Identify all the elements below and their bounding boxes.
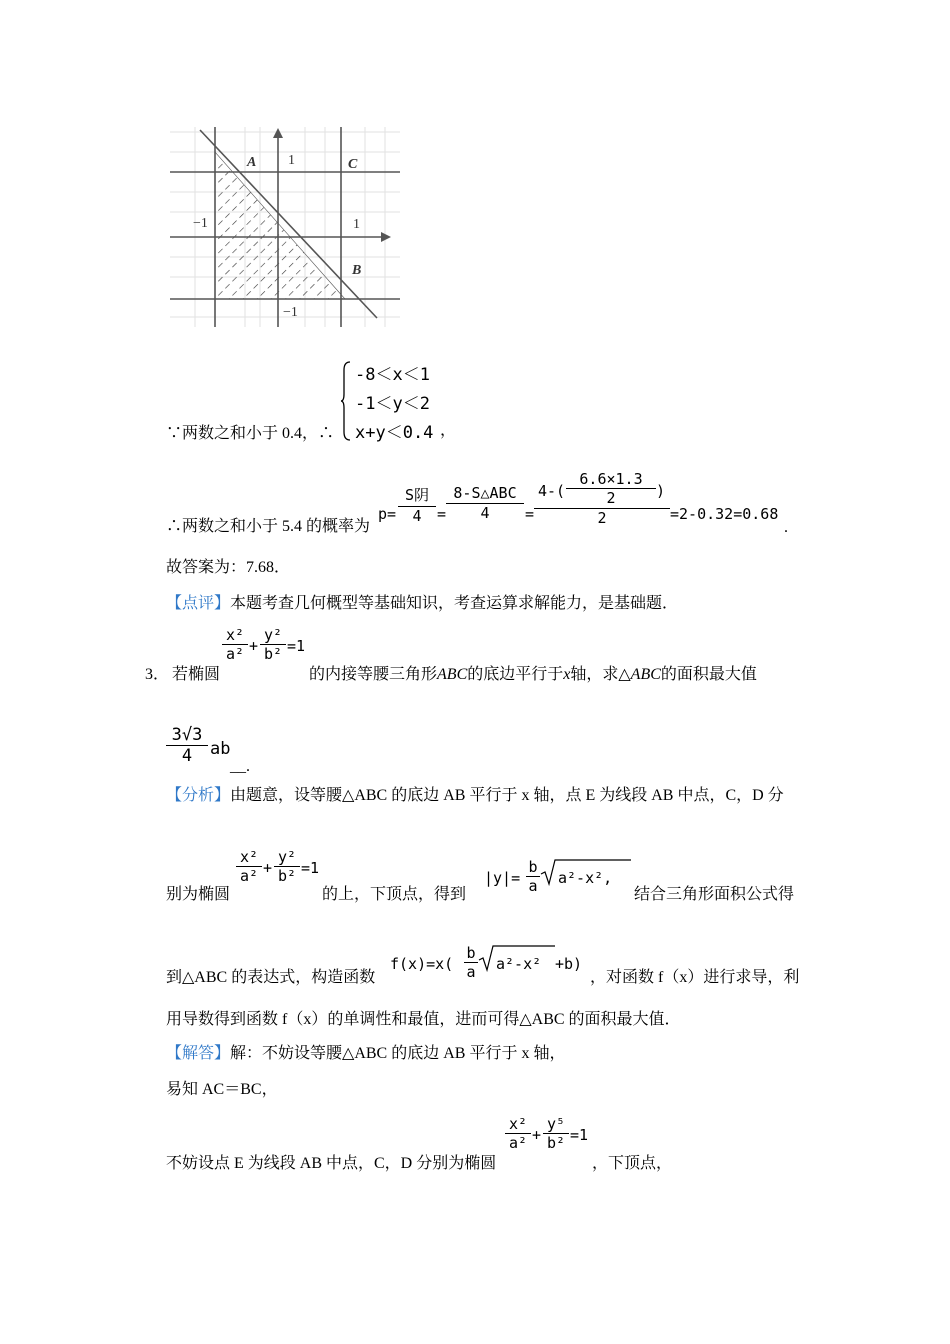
analysis-line-3-suffix: ，对函数 f（x）进行求导，利 [590,969,800,986]
plus-sign: + [532,1126,542,1144]
analysis-line-2-mid: 的上，下顶点，得到 [322,886,467,903]
solution-line-2: 易知 AC＝BC， [166,1081,278,1098]
q3-text-2: 的底边平行于 [467,666,564,683]
fx-expr-a: f(x)=x( [390,955,454,973]
frac-num: x² [222,626,248,645]
frac-num: 8-S△ABC [446,484,524,504]
q3-prefix: 若椭圆 [172,666,221,683]
system-line-2: -1＜y＜2 [355,394,430,414]
answer-line: 故答案为：7.68． [166,559,291,576]
analysis-line-2-suffix: 结合三角形面积公式得 [634,886,795,903]
label-C: C [348,157,358,172]
system-line-3: x+y＜0.4 [355,423,434,443]
plus-sign: + [263,859,273,877]
nested-numerator [534,470,670,509]
label-neg1-left: −1 [193,216,208,231]
probability-p: p= [378,505,397,523]
inner-num: 6.6×1.3 [566,470,656,489]
q3-answer-frac [166,725,208,766]
label-1-right: 1 [353,217,360,232]
label-1-top: 1 [288,153,295,168]
frac-num: b [464,944,478,963]
comment-line [166,594,678,614]
x-axis-arrow [381,232,391,242]
b-over-a-frac [526,858,540,895]
analysis-line-4: 用导数得到函数 f（x）的单调性和最值，进而可得△ABC 的面积最大值． [166,1011,681,1028]
probability-result: =2-0.32=0.68 [670,505,779,523]
equals-1: = [437,505,447,523]
solution-line-3-suffix: ，下顶点， [592,1155,673,1172]
frac-den: 4 [412,507,422,525]
fraction-s-over-4 [398,484,436,525]
fraction-8-minus-s [446,484,524,522]
q3-text-1: 的内接等腰三角形 [309,666,438,683]
frac-den: 4 [181,746,193,766]
frac-num: x² [505,1115,531,1134]
q3-ellipse-rhs: =1 [287,637,306,655]
frac-num: b [526,858,540,877]
frac-den: b² [546,1134,566,1152]
frac-den: a² [239,867,259,885]
probability-prefix: ∴两数之和小于 5.4 的概率为 [166,518,371,535]
solution-line-3-prefix: 不妨设点 E 为线段 AB 中点，C，D 分别为椭圆 [166,1155,497,1172]
analysis-line-3-prefix: 到△ABC 的表达式，构造函数 [166,969,376,986]
q3-blank: __. [230,758,250,775]
frac-den: 4 [480,504,490,522]
inner-den: 2 [606,489,616,507]
q3-text-4: 的面积最大值 [660,666,757,683]
region-figure [165,122,405,332]
analysis-text-1: 由题意，设等腰△ABC 的底边 AB 平行于 x 轴，点 E 为线段 AB 中点，C，D 分 [230,787,784,804]
outer-num-prefix: 4-( [538,482,566,500]
frac-num: x² [236,848,262,867]
analysis-tag: 【分析】 [166,787,231,804]
frac-num: S阴 [398,484,436,507]
outer-den: 2 [597,509,607,527]
solution-text-1: 解：不妨设等腰△ABC 的底边 AB 平行于 x 轴， [230,1045,566,1062]
label-B: B [352,263,362,278]
frac-den: a² [508,1134,528,1152]
solution-ellipse-x-frac [505,1115,531,1152]
q3-ellipse-y-frac [260,626,286,663]
plus-sign: + [249,637,259,655]
frac-num: y² [260,626,286,645]
frac-den: a [528,877,538,895]
frac-num: y² [274,848,300,867]
q3-abc-2: ABC [630,666,661,683]
system-prefix: ∵两数之和小于 0.4，∴ [166,425,335,442]
system-suffix: ， [440,422,457,439]
label-A: A [247,155,257,170]
analysis-ellipse-y-frac [274,848,300,885]
frac-num: y⁵ [543,1115,569,1134]
equals-2: = [525,505,535,523]
frac-den: b² [263,645,283,663]
q3-x: x [563,666,571,683]
y-axis-arrow [273,128,283,138]
fraction-nested [534,470,670,527]
analysis-ellipse-rhs: =1 [301,859,320,877]
probability-end: . [784,519,788,536]
q3-abc: ABC [437,666,468,683]
frac-den: a [466,963,476,981]
system-line-1: -8＜x＜1 [355,365,430,385]
comment-text: 本题考查几何概型等基础知识，考查运算求解能力，是基础题． [230,595,679,612]
analysis-ellipse-x-frac [236,848,262,885]
comment-tag: 【点评】 [166,595,231,612]
label-neg1-bottom: −1 [283,305,298,320]
abs-y: |y|= [484,869,521,887]
solution-ellipse-rhs: =1 [570,1126,589,1144]
frac-den: b² [277,867,297,885]
frac-num: 3√3 [166,725,208,746]
q3-number: 3． [145,666,170,683]
q3-ellipse-x-frac [222,626,248,663]
outer-num-suffix: ) [656,482,666,500]
q3-text-3: 轴，求△ [570,666,631,683]
q3-text [309,665,757,685]
system-brace [340,360,352,442]
fx-expr-c: +b) [555,955,583,973]
solution-tag: 【解答】 [166,1045,231,1062]
q3-answer-tail: ab [210,739,231,759]
analysis-line-2-prefix: 别为椭圆 [166,886,231,903]
analysis-line-1 [166,786,784,806]
solution-line-1 [166,1044,565,1064]
fx-b-over-a-frac [464,944,478,981]
sqrt-expr: a²-x², [558,869,613,887]
solution-ellipse-y-frac [543,1115,569,1152]
fx-expr-b: a²-x² [496,955,542,973]
frac-den: a² [225,645,245,663]
inner-fraction [566,470,656,507]
